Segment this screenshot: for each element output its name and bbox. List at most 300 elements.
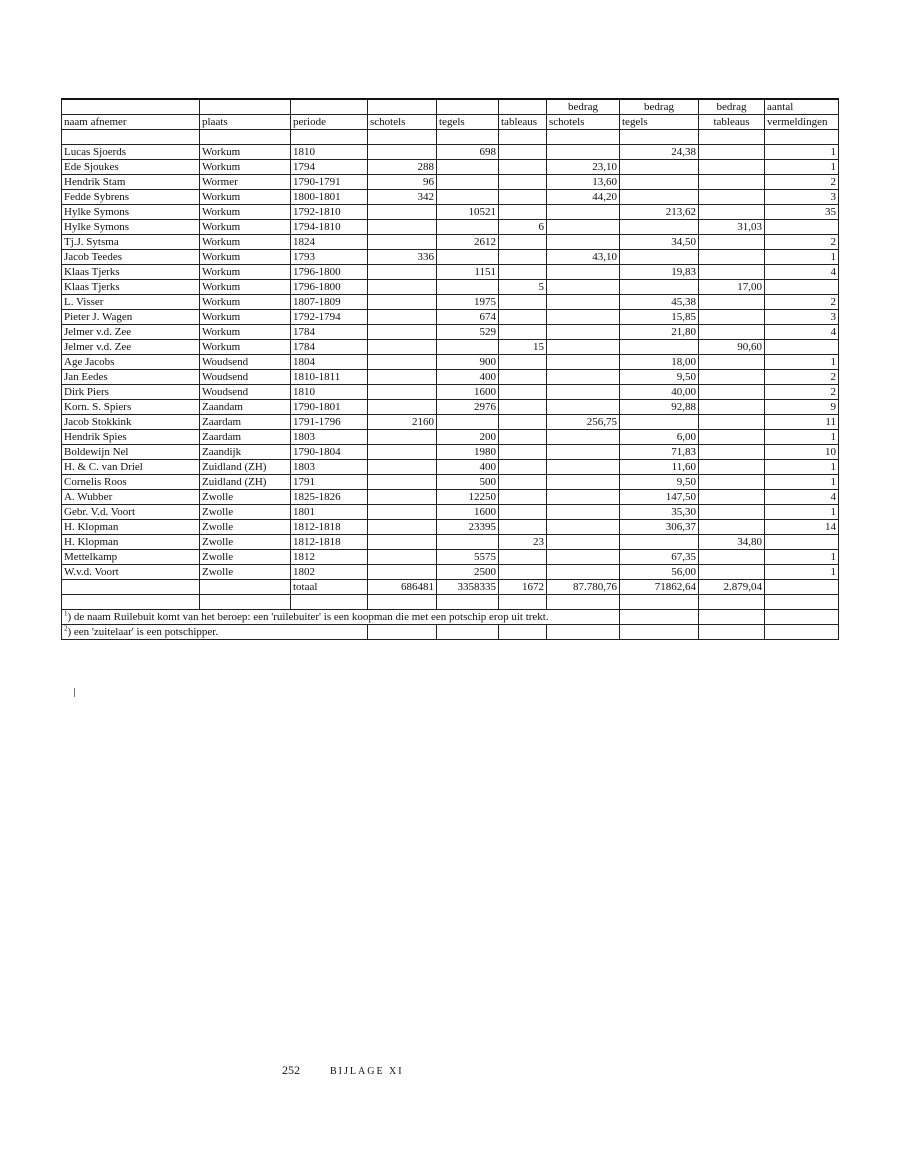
table-row (62, 565, 839, 580)
table-cell: Jan Eedes (62, 370, 200, 385)
table-cell: 1 (765, 505, 839, 520)
column-header-top (200, 99, 291, 115)
table-cell (547, 265, 620, 280)
table-cell (499, 550, 547, 565)
column-header-top: bedrag (699, 99, 765, 115)
table-cell: 1 (765, 460, 839, 475)
table-cell (699, 385, 765, 400)
table-cell: Pieter J. Wagen (62, 310, 200, 325)
table-row (62, 235, 839, 250)
table-cell (499, 265, 547, 280)
column-header: vermeldingen (765, 115, 839, 130)
table-cell (437, 535, 499, 550)
table-cell: Workum (200, 340, 291, 355)
table-cell (699, 415, 765, 430)
table-cell: 15 (499, 340, 547, 355)
table-cell: Zaardam (200, 430, 291, 445)
column-header: tegels (437, 115, 499, 130)
empty-cell (765, 625, 839, 640)
table-cell: 34,50 (620, 235, 699, 250)
table-cell (620, 415, 699, 430)
table-cell: 56,00 (620, 565, 699, 580)
table-cell: 529 (437, 325, 499, 340)
empty-cell (765, 595, 839, 610)
table-row (62, 415, 839, 430)
table-cell (699, 175, 765, 190)
table-cell (620, 250, 699, 265)
table-cell: 1 (765, 430, 839, 445)
table-cell (368, 430, 437, 445)
table-cell: Jelmer v.d. Zee (62, 340, 200, 355)
table-cell: 1793 (291, 250, 368, 265)
empty-cell (699, 625, 765, 640)
table-cell (368, 325, 437, 340)
total-cell: 71862,64 (620, 580, 699, 595)
table-cell: 40,00 (620, 385, 699, 400)
table-cell (499, 430, 547, 445)
table-cell: Tj.J. Sytsma (62, 235, 200, 250)
table-cell (699, 460, 765, 475)
table-cell (547, 280, 620, 295)
table-cell (437, 415, 499, 430)
table-cell (620, 280, 699, 295)
table-cell: 1784 (291, 325, 368, 340)
table-cell: Workum (200, 280, 291, 295)
page-footer (282, 1063, 404, 1078)
table-row (62, 325, 839, 340)
table-cell: 5575 (437, 550, 499, 565)
table-cell (547, 370, 620, 385)
table-cell (368, 385, 437, 400)
column-header: naam afnemer (62, 115, 200, 130)
table-cell: Hylke Symons (62, 205, 200, 220)
table-cell (699, 160, 765, 175)
afnemers-table (61, 98, 839, 640)
table-cell: Zwolle (200, 490, 291, 505)
table-cell (499, 490, 547, 505)
table-cell: 1790-1791 (291, 175, 368, 190)
empty-cell (291, 595, 368, 610)
table-cell: 17,00 (699, 280, 765, 295)
spacer-row (62, 130, 839, 145)
table-cell (699, 310, 765, 325)
table-cell: 1791-1796 (291, 415, 368, 430)
table-cell: Zuidland (ZH) (200, 460, 291, 475)
table-cell: 147,50 (620, 490, 699, 505)
empty-cell (437, 625, 499, 640)
table-cell (437, 220, 499, 235)
table-cell (547, 445, 620, 460)
table-cell (499, 205, 547, 220)
table-cell (699, 250, 765, 265)
table-cell (765, 535, 839, 550)
table-cell: 1810 (291, 145, 368, 160)
table-cell (368, 235, 437, 250)
table-cell (699, 205, 765, 220)
footnote-text: ) een 'zuitelaar' is een potschipper. (67, 626, 219, 638)
table-cell: 1800-1801 (291, 190, 368, 205)
table-cell: 1980 (437, 445, 499, 460)
table-cell: 2160 (368, 415, 437, 430)
table-cell: 1792-1794 (291, 310, 368, 325)
table-cell: 1794 (291, 160, 368, 175)
table-cell: 1801 (291, 505, 368, 520)
table-cell: 4 (765, 325, 839, 340)
table-cell: Cornelis Roos (62, 475, 200, 490)
table-cell: 34,80 (699, 535, 765, 550)
empty-cell (620, 625, 699, 640)
column-header-top (62, 99, 200, 115)
table-cell (368, 565, 437, 580)
table-row (62, 310, 839, 325)
table-cell: H. Klopman (62, 520, 200, 535)
empty-cell (547, 595, 620, 610)
table-cell (547, 400, 620, 415)
table-cell: Workum (200, 190, 291, 205)
table-cell (368, 220, 437, 235)
table-cell (765, 280, 839, 295)
table-cell: 2 (765, 175, 839, 190)
column-header-top (437, 99, 499, 115)
table-cell (368, 205, 437, 220)
table-cell (699, 520, 765, 535)
table-cell: Zaandijk (200, 445, 291, 460)
table-cell: 1975 (437, 295, 499, 310)
empty-cell (547, 625, 620, 640)
table-cell: Zaandam (200, 400, 291, 415)
table-cell (699, 355, 765, 370)
table-cell: 44,20 (547, 190, 620, 205)
column-header-top: bedrag (620, 99, 699, 115)
table-cell (547, 430, 620, 445)
table-cell: 3 (765, 190, 839, 205)
table-cell (699, 490, 765, 505)
table-cell: 2612 (437, 235, 499, 250)
table-cell (437, 250, 499, 265)
table-row (62, 295, 839, 310)
table-cell: 1825-1826 (291, 490, 368, 505)
empty-cell (765, 130, 839, 145)
table-cell: Workum (200, 145, 291, 160)
empty-cell (620, 595, 699, 610)
empty-cell (620, 610, 699, 625)
total-cell: 3358335 (437, 580, 499, 595)
table-cell: Woudsend (200, 385, 291, 400)
table-cell: Zwolle (200, 550, 291, 565)
empty-cell (62, 130, 200, 145)
table-cell: 1791 (291, 475, 368, 490)
table-cell (699, 505, 765, 520)
table-row (62, 250, 839, 265)
table-cell (368, 400, 437, 415)
table-cell: 1803 (291, 430, 368, 445)
table-cell (547, 475, 620, 490)
table-cell: Workum (200, 265, 291, 280)
empty-cell (437, 595, 499, 610)
table-cell: 23,10 (547, 160, 620, 175)
empty-cell (437, 130, 499, 145)
table-cell: 23 (499, 535, 547, 550)
table-cell: 14 (765, 520, 839, 535)
table-cell (437, 340, 499, 355)
table-cell: 9 (765, 400, 839, 415)
table-cell: Jacob Teedes (62, 250, 200, 265)
table-cell: 4 (765, 490, 839, 505)
table-cell: Age Jacobs (62, 355, 200, 370)
table-cell (547, 205, 620, 220)
table-cell (547, 460, 620, 475)
empty-cell (200, 595, 291, 610)
empty-cell (765, 610, 839, 625)
table-cell (620, 190, 699, 205)
table-cell (499, 370, 547, 385)
column-header: tableaus (699, 115, 765, 130)
table-cell: 1151 (437, 265, 499, 280)
table-cell (499, 505, 547, 520)
header-row (62, 115, 839, 130)
table-cell: Workum (200, 220, 291, 235)
table-cell: 1812-1818 (291, 520, 368, 535)
table-cell: 1802 (291, 565, 368, 580)
table-cell: 21,80 (620, 325, 699, 340)
table-row (62, 220, 839, 235)
table-cell: H. Klopman (62, 535, 200, 550)
empty-cell (291, 130, 368, 145)
table-cell (499, 355, 547, 370)
table-cell: Wormer (200, 175, 291, 190)
table-cell: 342 (368, 190, 437, 205)
table-cell: 1796-1800 (291, 265, 368, 280)
table-cell: Woudsend (200, 370, 291, 385)
header-row-top (62, 99, 839, 115)
table-cell (699, 550, 765, 565)
total-cell: 686481 (368, 580, 437, 595)
table-cell: 71,83 (620, 445, 699, 460)
table-cell (547, 520, 620, 535)
table-cell: 35,30 (620, 505, 699, 520)
table-cell (765, 220, 839, 235)
table-cell (699, 325, 765, 340)
footnote-text: ) de naam Ruilebuit komt van het beroep: een 'ruilebuiter' is een koopman die met een potschip erop uit trekt. (67, 611, 549, 623)
table-cell (499, 145, 547, 160)
table-cell (368, 295, 437, 310)
table-cell: 10 (765, 445, 839, 460)
page-number: 252 (282, 1063, 300, 1077)
total-cell (62, 580, 200, 595)
table-cell: Hendrik Stam (62, 175, 200, 190)
total-cell: totaal (291, 580, 368, 595)
table-cell (437, 160, 499, 175)
table-cell: 2500 (437, 565, 499, 580)
table-cell (620, 220, 699, 235)
table-cell (547, 535, 620, 550)
column-header: schotels (368, 115, 437, 130)
table-cell (547, 295, 620, 310)
table-cell: Dirk Piers (62, 385, 200, 400)
table-cell: Klaas Tjerks (62, 265, 200, 280)
empty-cell (368, 625, 437, 640)
table-cell (547, 550, 620, 565)
table-cell: 1810 (291, 385, 368, 400)
table-body (62, 99, 839, 640)
table-cell: 31,03 (699, 220, 765, 235)
table-cell (499, 565, 547, 580)
table-cell (368, 355, 437, 370)
table-cell: 13,60 (547, 175, 620, 190)
table-cell (368, 505, 437, 520)
table-cell (699, 430, 765, 445)
table-row (62, 175, 839, 190)
table-cell (437, 175, 499, 190)
table-cell (368, 370, 437, 385)
table-cell (368, 340, 437, 355)
table-cell: 1792-1810 (291, 205, 368, 220)
empty-cell (368, 130, 437, 145)
table-cell: 1790-1801 (291, 400, 368, 415)
column-header-top: aantal (765, 99, 839, 115)
footnote (62, 625, 368, 640)
table-cell: Lucas Sjoerds (62, 145, 200, 160)
table-cell: 6,00 (620, 430, 699, 445)
table-cell (368, 280, 437, 295)
table-row (62, 535, 839, 550)
table-row (62, 445, 839, 460)
column-header: schotels (547, 115, 620, 130)
table-cell: 200 (437, 430, 499, 445)
table-cell: Zwolle (200, 520, 291, 535)
column-header-top (368, 99, 437, 115)
empty-cell (699, 130, 765, 145)
empty-cell (499, 130, 547, 145)
table-cell (699, 445, 765, 460)
table-row (62, 490, 839, 505)
table-cell: 674 (437, 310, 499, 325)
table-row (62, 475, 839, 490)
table-cell: 11,60 (620, 460, 699, 475)
table-cell (368, 265, 437, 280)
table-cell: 1812-1818 (291, 535, 368, 550)
table-row (62, 430, 839, 445)
table-row (62, 190, 839, 205)
table-cell: 45,38 (620, 295, 699, 310)
table-cell (499, 325, 547, 340)
table-cell: Jacob Stokkink (62, 415, 200, 430)
table-cell: 23395 (437, 520, 499, 535)
table-cell: 11 (765, 415, 839, 430)
column-header-top (291, 99, 368, 115)
table-cell: Workum (200, 295, 291, 310)
table-cell: 1 (765, 550, 839, 565)
table-cell: 698 (437, 145, 499, 160)
table-row (62, 550, 839, 565)
table-cell (437, 280, 499, 295)
table-cell: 1 (765, 565, 839, 580)
table-cell: 15,85 (620, 310, 699, 325)
table-cell: Fedde Sybrens (62, 190, 200, 205)
table-cell: Gebr. V.d. Voort (62, 505, 200, 520)
table-row (62, 265, 839, 280)
table-row (62, 145, 839, 160)
table-cell: W.v.d. Voort (62, 565, 200, 580)
table-cell: Ede Sjoukes (62, 160, 200, 175)
table-row (62, 355, 839, 370)
table-cell: 1 (765, 475, 839, 490)
table-row (62, 280, 839, 295)
table-cell (499, 250, 547, 265)
table-cell: 1600 (437, 385, 499, 400)
table-cell: 1790-1804 (291, 445, 368, 460)
column-header: periode (291, 115, 368, 130)
stray-mark (74, 688, 75, 697)
table-cell (699, 475, 765, 490)
table-cell: 24,38 (620, 145, 699, 160)
table-cell: 400 (437, 370, 499, 385)
empty-cell (699, 595, 765, 610)
table-cell: A. Wubber (62, 490, 200, 505)
table-cell: 288 (368, 160, 437, 175)
table-cell (547, 385, 620, 400)
table-cell: 96 (368, 175, 437, 190)
table-cell: 1810-1811 (291, 370, 368, 385)
column-header: tableaus (499, 115, 547, 130)
footnote-mark: 1 (64, 609, 68, 618)
table-cell (499, 310, 547, 325)
table-cell (368, 310, 437, 325)
table-cell: 9,50 (620, 475, 699, 490)
table-cell (499, 520, 547, 535)
table-cell: 1803 (291, 460, 368, 475)
table-cell (699, 265, 765, 280)
table-cell (499, 385, 547, 400)
table-cell: 2 (765, 370, 839, 385)
table-cell: 256,75 (547, 415, 620, 430)
table-cell (620, 340, 699, 355)
table-row (62, 520, 839, 535)
empty-cell (547, 130, 620, 145)
table-cell: 2 (765, 385, 839, 400)
table-cell: 306,37 (620, 520, 699, 535)
table-cell: 92,88 (620, 400, 699, 415)
column-header-top (499, 99, 547, 115)
table-cell: H. & C. van Driel (62, 460, 200, 475)
column-header: tegels (620, 115, 699, 130)
footnote-row (62, 610, 839, 625)
table-cell (547, 565, 620, 580)
table-cell: Workum (200, 250, 291, 265)
table-cell: Jelmer v.d. Zee (62, 325, 200, 340)
table-cell: 500 (437, 475, 499, 490)
table-cell: Woudsend (200, 355, 291, 370)
table-cell (699, 370, 765, 385)
table-cell: 213,62 (620, 205, 699, 220)
table-cell: Hylke Symons (62, 220, 200, 235)
total-cell: 87.780,76 (547, 580, 620, 595)
table-cell: 1812 (291, 550, 368, 565)
table-cell: 19,83 (620, 265, 699, 280)
table-row (62, 370, 839, 385)
table-cell: 2 (765, 295, 839, 310)
empty-cell (499, 595, 547, 610)
table-cell: 1 (765, 160, 839, 175)
table-cell: Zwolle (200, 565, 291, 580)
total-cell: 2.879,04 (699, 580, 765, 595)
column-header: plaats (200, 115, 291, 130)
table-cell: Mettelkamp (62, 550, 200, 565)
total-cell: 1672 (499, 580, 547, 595)
table-cell (368, 145, 437, 160)
table-cell: 35 (765, 205, 839, 220)
table-cell (547, 340, 620, 355)
